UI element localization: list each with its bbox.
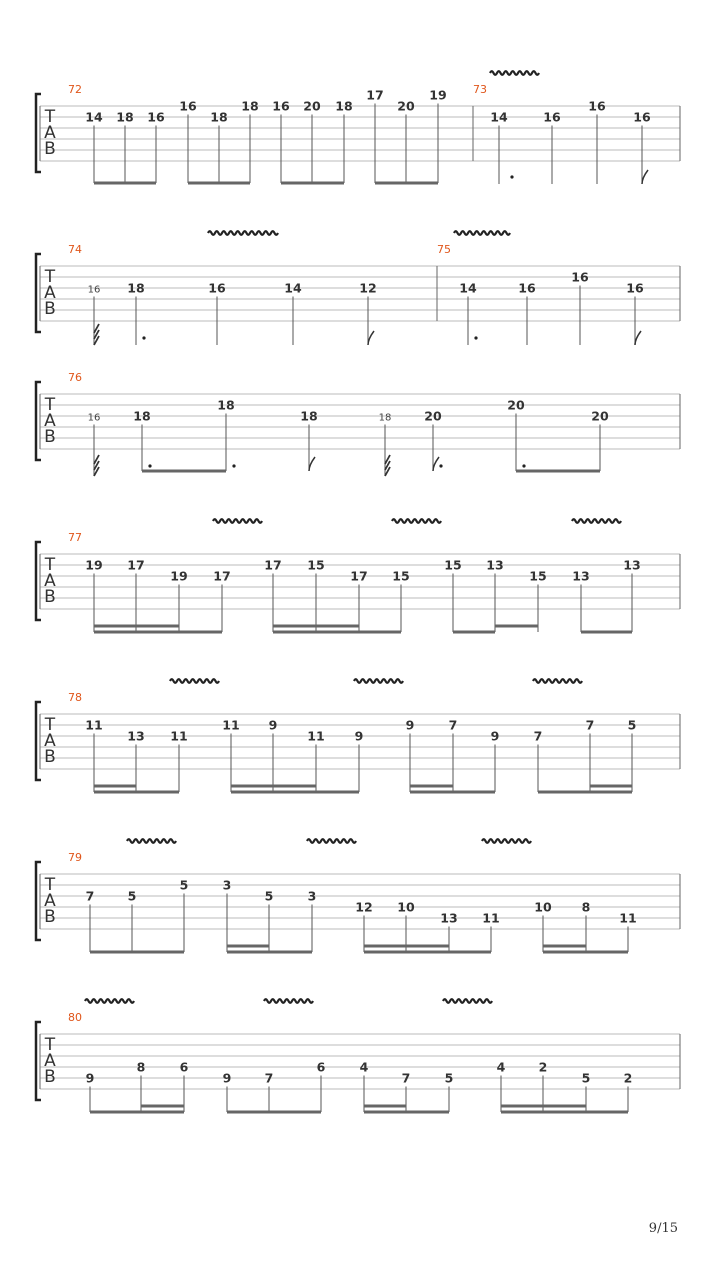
beam: [273, 625, 359, 628]
fret-number: 11: [482, 910, 500, 926]
fret-number: 18: [241, 98, 259, 114]
page-number: 9/15: [648, 1221, 678, 1236]
beam: [231, 791, 359, 794]
beam: [410, 791, 495, 794]
fret-number: 16: [147, 109, 165, 125]
fret-number: 17: [350, 568, 368, 584]
bend-flag: [368, 331, 374, 345]
fret-number: 13: [572, 568, 590, 584]
fret-number: 18: [378, 412, 392, 424]
tab-clef-letter: B: [44, 427, 56, 447]
tab-clef-letter: T: [44, 715, 56, 735]
tab-clef-letter: A: [44, 891, 56, 911]
fret-number: 16: [626, 280, 644, 296]
rhythm-dot: [510, 175, 513, 178]
fret-number: 17: [127, 557, 145, 573]
tab-system-79: [36, 839, 680, 953]
fret-number: 4: [359, 1059, 369, 1075]
tab-clef-letter: T: [44, 555, 56, 575]
fret-number: 20: [507, 397, 525, 413]
fret-number: 18: [127, 280, 145, 296]
vibrato-mark: [213, 519, 262, 523]
beam: [543, 945, 586, 948]
rhythm-dot: [142, 336, 145, 339]
fret-number: 13: [127, 728, 145, 744]
fret-number: 7: [533, 728, 543, 744]
tab-clef-letter: T: [44, 107, 56, 127]
beam: [501, 1105, 586, 1108]
fret-number: 20: [303, 98, 321, 114]
tab-clef-letter: T: [44, 1035, 56, 1055]
vibrato-mark: [307, 839, 356, 843]
fret-number: 11: [85, 717, 103, 733]
beam: [94, 785, 136, 788]
tab-clef-letter: T: [44, 395, 56, 415]
tab-clef-letter: B: [44, 587, 56, 607]
fret-number: 5: [127, 888, 137, 904]
vibrato-mark: [85, 999, 134, 1003]
bend-flag: [642, 170, 648, 184]
fret-number: 14: [85, 109, 103, 125]
beam: [453, 631, 495, 634]
fret-number: 10: [534, 899, 552, 915]
fret-number: 2: [538, 1059, 548, 1075]
fret-number: 5: [581, 1070, 591, 1086]
vibrato-mark: [443, 999, 492, 1003]
tab-clef-letter: A: [44, 1051, 56, 1071]
beam: [501, 1111, 628, 1114]
vibrato-mark: [264, 999, 313, 1003]
fret-number: 5: [627, 717, 637, 733]
fret-number: 7: [264, 1070, 274, 1086]
beam: [227, 1111, 321, 1114]
fret-number: 14: [490, 109, 508, 125]
fret-number: 12: [359, 280, 377, 296]
fret-number: 16: [588, 98, 606, 114]
rhythm-dot: [232, 464, 235, 467]
vibrato-mark: [127, 839, 176, 843]
fret-number: 11: [619, 910, 637, 926]
beam: [516, 470, 600, 473]
measure-number: 72: [68, 83, 82, 96]
beam: [90, 1111, 184, 1114]
fret-number: 18: [133, 408, 151, 424]
vibrato-mark: [454, 231, 510, 235]
vibrato-mark: [208, 231, 278, 235]
fret-number: 16: [543, 109, 561, 125]
measure-number: 79: [68, 851, 82, 864]
beam: [188, 182, 250, 185]
fret-number: 11: [170, 728, 188, 744]
vibrato-mark: [533, 679, 582, 683]
fret-number: 5: [444, 1070, 454, 1086]
rhythm-dot: [474, 336, 477, 339]
beam: [227, 945, 269, 948]
fret-number: 12: [355, 899, 373, 915]
fret-number: 7: [585, 717, 595, 733]
vibrato-mark: [490, 71, 539, 75]
tab-clef-letter: B: [44, 139, 56, 159]
fret-number: 10: [397, 899, 415, 915]
measure-number: 73: [473, 83, 487, 96]
fret-number: 18: [300, 408, 318, 424]
fret-number: 2: [623, 1070, 633, 1086]
beam: [538, 791, 632, 794]
tab-clef-letter: T: [44, 267, 56, 287]
measure-number: 77: [68, 531, 82, 544]
fret-number: 19: [85, 557, 103, 573]
fret-number: 11: [307, 728, 325, 744]
beam: [227, 951, 312, 954]
fret-number: 17: [264, 557, 282, 573]
fret-number: 6: [316, 1059, 326, 1075]
tab-clef-letter: A: [44, 571, 56, 591]
fret-number: 18: [335, 98, 353, 114]
measure-number: 75: [437, 243, 451, 256]
fret-number: 16: [208, 280, 226, 296]
beam: [94, 182, 156, 185]
fret-number: 16: [179, 98, 197, 114]
fret-number: 3: [307, 888, 317, 904]
fret-number: 3: [222, 877, 232, 893]
fret-number: 16: [633, 109, 651, 125]
beam: [94, 791, 179, 794]
fret-number: 18: [210, 109, 228, 125]
beam: [590, 785, 632, 788]
beam: [142, 470, 226, 473]
fret-number: 5: [179, 877, 189, 893]
fret-number: 18: [116, 109, 134, 125]
beam: [281, 182, 344, 185]
beam: [364, 1105, 406, 1108]
fret-number: 9: [405, 717, 415, 733]
tab-clef-letter: A: [44, 731, 56, 751]
fret-number: 19: [429, 87, 447, 103]
fret-number: 9: [222, 1070, 232, 1086]
beam: [543, 951, 628, 954]
tab-clef-letter: A: [44, 123, 56, 143]
tab-clef-letter: B: [44, 907, 56, 927]
fret-number: 9: [85, 1070, 95, 1086]
rhythm-dot: [439, 464, 442, 467]
beam: [364, 951, 491, 954]
tab-clef-letter: B: [44, 299, 56, 319]
measure-number: 76: [68, 371, 82, 384]
fret-number: 13: [440, 910, 458, 926]
fret-number: 17: [213, 568, 231, 584]
fret-number: 11: [222, 717, 240, 733]
beam: [273, 631, 401, 634]
measure-number: 80: [68, 1011, 82, 1024]
fret-number: 4: [496, 1059, 506, 1075]
tab-system-78: [36, 679, 680, 793]
tab-clef-letter: A: [44, 283, 56, 303]
tab-clef-letter: B: [44, 747, 56, 767]
fret-number: 17: [366, 87, 384, 103]
beam: [375, 182, 438, 185]
fret-number: 14: [284, 280, 302, 296]
beam: [94, 625, 179, 628]
measure-number: 74: [68, 243, 82, 256]
beam: [495, 625, 538, 628]
fret-number: 15: [307, 557, 325, 573]
bend-flag: [635, 331, 641, 345]
vibrato-mark: [170, 679, 219, 683]
tab-system-74: [36, 231, 680, 345]
fret-number: 20: [424, 408, 442, 424]
tab-system-77: [36, 519, 680, 633]
vibrato-mark: [354, 679, 403, 683]
beam: [231, 785, 316, 788]
fret-number: 7: [401, 1070, 411, 1086]
fret-number: 13: [486, 557, 504, 573]
rhythm-dot: [148, 464, 151, 467]
fret-number: 20: [397, 98, 415, 114]
fret-number: 15: [392, 568, 410, 584]
fret-number: 16: [87, 284, 101, 296]
fret-number: 15: [529, 568, 547, 584]
fret-number: 16: [87, 412, 101, 424]
beam: [581, 631, 632, 634]
measure-number: 78: [68, 691, 82, 704]
fret-number: 20: [591, 408, 609, 424]
fret-number: 13: [623, 557, 641, 573]
fret-number: 7: [85, 888, 95, 904]
fret-number: 8: [136, 1059, 146, 1075]
beam: [364, 945, 449, 948]
beam: [410, 785, 453, 788]
fret-number: 15: [444, 557, 462, 573]
bend-flag: [433, 457, 439, 471]
tab-system-72: [36, 71, 680, 184]
vibrato-mark: [572, 519, 621, 523]
fret-number: 9: [268, 717, 278, 733]
beam: [141, 1105, 184, 1108]
fret-number: 5: [264, 888, 274, 904]
beam: [94, 631, 222, 634]
tab-clef-letter: B: [44, 1067, 56, 1087]
fret-number: 6: [179, 1059, 189, 1075]
fret-number: 16: [571, 269, 589, 285]
vibrato-mark: [392, 519, 441, 523]
tab-system-76: [36, 371, 680, 476]
fret-number: 16: [518, 280, 536, 296]
fret-number: 9: [490, 728, 500, 744]
beam: [364, 1111, 449, 1114]
beam: [90, 951, 184, 954]
fret-number: 16: [272, 98, 290, 114]
fret-number: 14: [459, 280, 477, 296]
vibrato-mark: [482, 839, 531, 843]
fret-number: 19: [170, 568, 188, 584]
rhythm-dot: [522, 464, 525, 467]
tab-clef-letter: A: [44, 411, 56, 431]
tab-clef-letter: T: [44, 875, 56, 895]
tab-system-80: [36, 999, 680, 1113]
fret-number: 7: [448, 717, 458, 733]
fret-number: 18: [217, 397, 235, 413]
fret-number: 9: [354, 728, 364, 744]
bend-flag: [309, 457, 315, 471]
fret-number: 8: [581, 899, 591, 915]
